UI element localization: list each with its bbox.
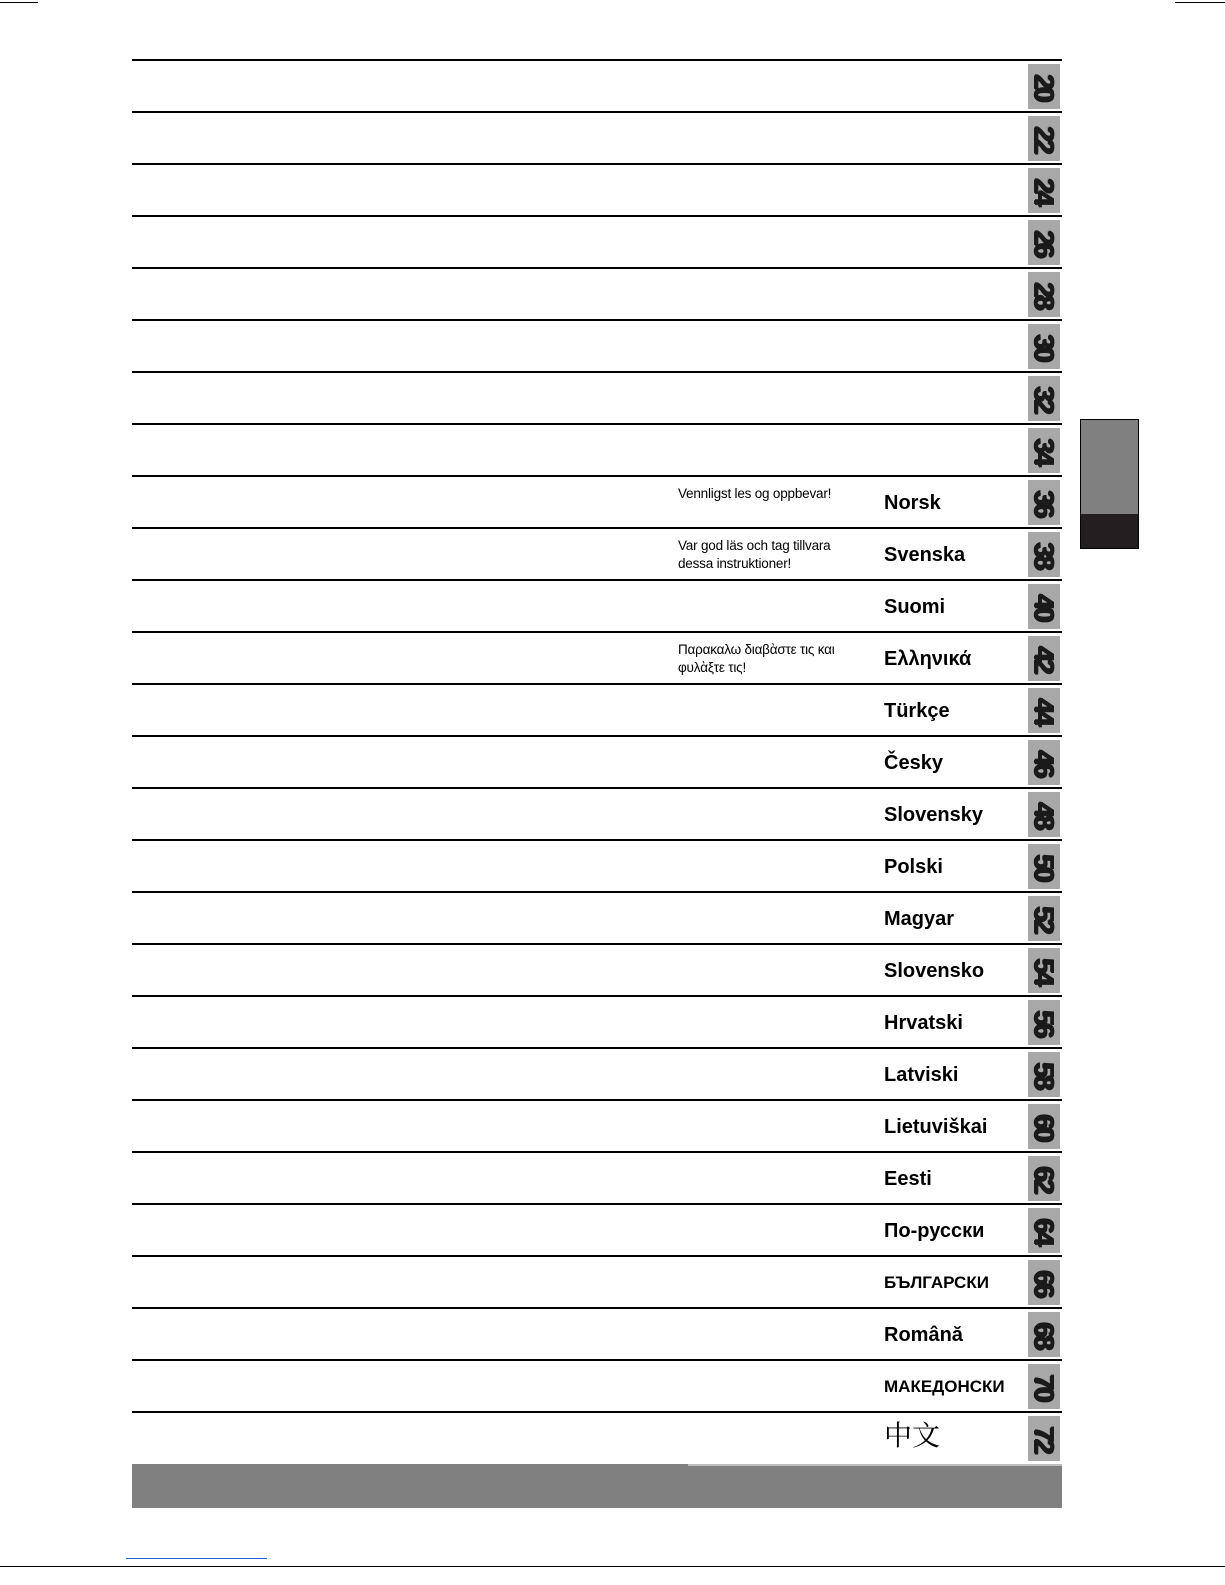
page-tab[interactable] xyxy=(1028,636,1060,681)
index-row[interactable] xyxy=(132,891,1062,943)
page-tab[interactable] xyxy=(1028,220,1060,265)
language-label: МАКЕДОНСКИ xyxy=(884,1377,1005,1396)
page-tab[interactable] xyxy=(1028,1104,1060,1149)
index-row[interactable] xyxy=(132,59,1062,111)
page-tab[interactable] xyxy=(1028,480,1060,525)
index-row[interactable] xyxy=(132,943,1062,995)
language-label: Česky xyxy=(884,752,943,774)
language-label: По-русски xyxy=(884,1220,985,1242)
index-row[interactable] xyxy=(132,1359,1062,1411)
language-label: Magyar xyxy=(884,908,955,930)
index-row[interactable] xyxy=(132,215,1062,267)
language-label: Suomi xyxy=(884,596,946,618)
page-number: 68 xyxy=(1029,1321,1060,1348)
page-number: 50 xyxy=(1029,853,1060,880)
page-number: 36 xyxy=(1029,489,1060,516)
language-label: Latviski xyxy=(884,1064,959,1086)
index-row[interactable] xyxy=(132,163,1062,215)
crop-mark-bottom xyxy=(0,1566,1225,1567)
index-row[interactable] xyxy=(132,267,1062,319)
page-tab[interactable] xyxy=(1028,1052,1060,1097)
index-row[interactable] xyxy=(132,371,1062,423)
language-label: Lietuviškai xyxy=(884,1116,988,1138)
page-tab[interactable] xyxy=(1028,584,1060,629)
index-row[interactable] xyxy=(132,735,1062,787)
page-tab[interactable] xyxy=(1028,896,1060,941)
page-tab[interactable] xyxy=(1028,272,1060,317)
page-number: 52 xyxy=(1029,905,1060,932)
index-row[interactable] xyxy=(132,1099,1062,1151)
language-label: Română xyxy=(884,1324,963,1346)
page-number: 22 xyxy=(1029,125,1060,152)
page-number: 56 xyxy=(1029,1009,1060,1036)
page-tab[interactable] xyxy=(1028,1156,1060,1201)
page-number: 20 xyxy=(1029,73,1060,100)
page-number: 44 xyxy=(1029,697,1060,724)
language-label: Svenska xyxy=(884,544,966,566)
page-tab[interactable] xyxy=(1028,1416,1060,1461)
index-row[interactable] xyxy=(132,579,1062,631)
index-row[interactable] xyxy=(132,1255,1062,1307)
page-tab[interactable] xyxy=(1028,428,1060,473)
page-number: 62 xyxy=(1029,1165,1060,1192)
page-number: 46 xyxy=(1029,749,1060,776)
page-number: 28 xyxy=(1029,281,1060,308)
index-row[interactable] xyxy=(132,787,1062,839)
page-tab[interactable] xyxy=(1028,1364,1060,1409)
language-index xyxy=(132,59,1062,1463)
index-row[interactable] xyxy=(132,1307,1062,1359)
page-tab[interactable] xyxy=(1028,324,1060,369)
page-number: 54 xyxy=(1029,957,1060,984)
page-tab[interactable] xyxy=(1028,1260,1060,1305)
row-note: Var god läs och tag tillvara dessa instruktioner! xyxy=(678,538,831,571)
page-number: 38 xyxy=(1029,541,1060,568)
page-tab[interactable] xyxy=(1028,1000,1060,1045)
language-label: Norsk xyxy=(884,492,941,514)
page-number: 32 xyxy=(1029,385,1060,412)
page-tab[interactable] xyxy=(1028,740,1060,785)
page-number: 58 xyxy=(1029,1061,1060,1088)
index-row[interactable] xyxy=(132,1047,1062,1099)
index-row[interactable] xyxy=(132,111,1062,163)
language-label: 中文 xyxy=(884,1420,941,1451)
index-row[interactable] xyxy=(132,423,1062,475)
index-row[interactable] xyxy=(132,319,1062,371)
index-row[interactable] xyxy=(132,1203,1062,1255)
page-tab[interactable] xyxy=(1028,948,1060,993)
page-number: 70 xyxy=(1029,1373,1060,1400)
page-number: 26 xyxy=(1029,229,1060,256)
language-label: Türkçe xyxy=(884,700,950,722)
page-tab[interactable] xyxy=(1028,1312,1060,1357)
language-label: Hrvatski xyxy=(884,1012,963,1034)
page-number: 42 xyxy=(1029,645,1060,672)
page-number: 48 xyxy=(1029,801,1060,828)
page-tab[interactable] xyxy=(1028,1208,1060,1253)
page-tab[interactable] xyxy=(1028,116,1060,161)
language-label: Ελληνικά xyxy=(884,648,972,670)
row-note: Παρακαλω διαβὰστε τις και φυλὰξτε τις! xyxy=(678,642,835,675)
page-number: 60 xyxy=(1029,1113,1060,1140)
language-label: Eesti xyxy=(884,1168,932,1190)
page-tab[interactable] xyxy=(1028,792,1060,837)
link-underline xyxy=(126,1558,267,1559)
page-number: 64 xyxy=(1029,1217,1060,1244)
page-tab[interactable] xyxy=(1028,844,1060,889)
page-tab[interactable] xyxy=(1028,64,1060,109)
index-row[interactable] xyxy=(132,839,1062,891)
index-row[interactable] xyxy=(132,527,1062,579)
page-tab[interactable] xyxy=(1028,532,1060,577)
index-row[interactable] xyxy=(132,683,1062,735)
index-row[interactable] xyxy=(132,1151,1062,1203)
page-tab[interactable] xyxy=(1028,376,1060,421)
page-number: 40 xyxy=(1029,593,1060,620)
page-number: 24 xyxy=(1029,177,1060,204)
language-label: БЪЛГАРСКИ xyxy=(884,1273,989,1292)
footer-bar xyxy=(132,1464,1062,1508)
language-label: Polski xyxy=(884,856,943,878)
language-label: Slovensko xyxy=(884,960,985,982)
page-number: 66 xyxy=(1029,1269,1060,1296)
page-tab[interactable] xyxy=(1028,688,1060,733)
page-number: 30 xyxy=(1029,333,1060,360)
page-number: 72 xyxy=(1029,1425,1060,1452)
crop-mark-top-right xyxy=(1175,2,1225,3)
page-number: 34 xyxy=(1029,437,1060,464)
side-thumb-tab xyxy=(1080,419,1139,549)
page-tab[interactable] xyxy=(1028,168,1060,213)
row-note: Vennligst les og oppbevar! xyxy=(678,486,832,501)
crop-mark-top-left xyxy=(0,2,38,3)
index-row[interactable] xyxy=(132,995,1062,1047)
index-row[interactable] xyxy=(132,631,1062,683)
language-label: Slovensky xyxy=(884,804,983,826)
index-row[interactable] xyxy=(132,1411,1062,1463)
index-row[interactable] xyxy=(132,475,1062,527)
